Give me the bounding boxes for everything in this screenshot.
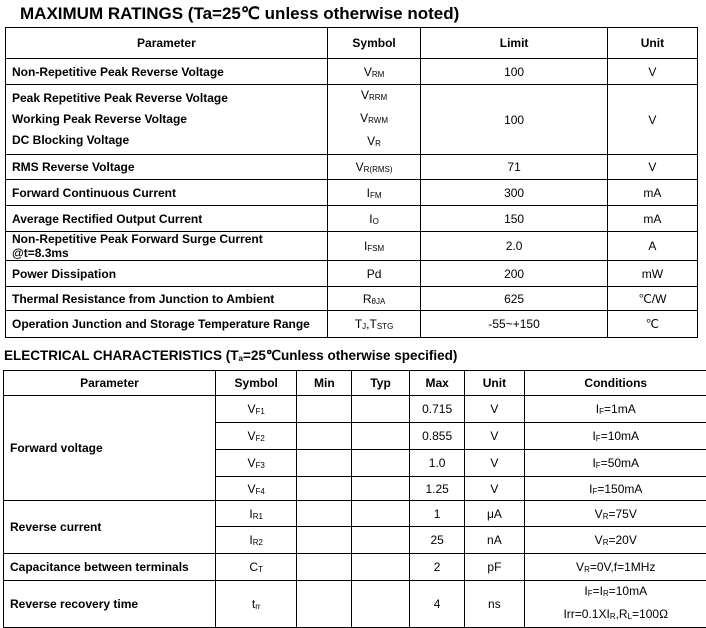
min-cell — [297, 477, 352, 501]
text-segment: V — [594, 533, 603, 547]
typ-cell — [352, 527, 410, 554]
subscript: F4 — [255, 486, 265, 496]
conditions-cell — [524, 501, 706, 527]
table-row — [4, 581, 706, 628]
limit-cell: 2.0 — [421, 232, 607, 261]
text-segment: I — [584, 584, 588, 598]
text-segment: V — [576, 560, 585, 574]
parameter-cell: Capacitance between terminals — [4, 554, 216, 581]
symbol-cell — [327, 85, 421, 155]
text-segment: V — [247, 456, 256, 470]
unit-cell: V — [607, 59, 697, 85]
text-segment: C — [249, 560, 259, 574]
typ-cell — [352, 501, 410, 527]
text-segment: T — [354, 317, 363, 331]
unit-cell: V — [465, 450, 524, 477]
symbol-cell — [327, 287, 421, 311]
text-segment: V — [355, 160, 364, 174]
unit-cell: V — [607, 155, 697, 180]
text-segment: =75V — [608, 506, 637, 521]
text-segment: ,T — [366, 317, 377, 331]
parameter-label: Non-Repetitive Peak Reverse Voltage — [12, 64, 224, 79]
text-segment: I — [249, 533, 253, 547]
header-parameter: Parameter — [4, 371, 216, 396]
min-cell — [297, 527, 352, 554]
condition-line — [531, 429, 702, 443]
min-cell — [297, 554, 352, 581]
typ-cell — [352, 581, 410, 628]
subscript: STG — [376, 322, 394, 331]
subscript: R — [602, 538, 609, 547]
table-row — [6, 155, 698, 180]
symbol-cell — [327, 206, 421, 232]
symbol-cell — [327, 180, 421, 206]
subscript: R1 — [252, 511, 263, 521]
condition-line — [531, 560, 702, 574]
subscript: F3 — [255, 461, 265, 470]
parameter-label: Peak Repetitive Peak Reverse Voltage — [12, 91, 228, 105]
table-row — [6, 232, 698, 261]
symbol-cell — [215, 423, 297, 450]
header-parameter: Parameter — [6, 28, 328, 59]
unit-cell: V — [465, 477, 524, 501]
parameter-cell: Reverse recovery time — [4, 581, 216, 628]
text-segment: V — [360, 111, 369, 125]
condition-line — [531, 402, 702, 416]
subscript: rr — [255, 602, 261, 611]
text-segment: I — [369, 211, 373, 226]
symbol-cell — [327, 232, 421, 261]
limit-cell: -55~+150 — [421, 311, 607, 338]
max-ratings-title: MAXIMUM RATINGS (Ta=25℃ unless otherwise noted) — [20, 4, 460, 23]
parameter-label: Thermal Resistance from Junction to Ambient — [12, 291, 275, 306]
header-max: Max — [409, 371, 464, 396]
subscript: FM — [369, 190, 382, 200]
parameter-cell — [6, 59, 328, 85]
limit-cell: 300 — [421, 180, 607, 206]
text-segment: V — [247, 429, 256, 443]
typ-cell — [352, 396, 410, 423]
header-row — [6, 28, 698, 59]
table-row — [6, 261, 698, 287]
parameter-label: DC Blocking Voltage — [12, 133, 130, 147]
symbol — [334, 186, 415, 200]
header-unit: Unit — [607, 28, 697, 59]
text-segment: =150mA — [597, 481, 643, 496]
table-row — [6, 287, 698, 311]
condition-line — [531, 507, 702, 521]
conditions-cell — [524, 581, 706, 628]
text-segment: I — [592, 456, 596, 470]
symbol — [334, 239, 415, 253]
max-cell: 1.25 — [409, 477, 464, 501]
electrical-characteristics-table — [3, 370, 706, 628]
text-segment: =I — [592, 584, 603, 598]
symbol-cell — [327, 59, 421, 85]
parameter-cell — [6, 85, 328, 155]
subscript: O — [372, 216, 379, 226]
parameter-label: Power Dissipation — [12, 266, 117, 281]
max-cell: 2 — [409, 554, 464, 581]
unit-cell: pF — [465, 554, 524, 581]
subscript: T — [258, 565, 263, 574]
unit-cell: A — [607, 232, 697, 261]
text-segment: V — [360, 88, 369, 102]
unit-cell: V — [465, 396, 524, 423]
text-segment: ELECTRICAL CHARACTERISTICS (T — [4, 348, 239, 363]
text-segment: I — [595, 402, 600, 416]
text-segment: I — [589, 481, 593, 496]
conditions-cell — [524, 527, 706, 554]
condition-line — [531, 581, 702, 604]
symbol-cell — [215, 450, 297, 477]
unit-cell: mW — [607, 261, 697, 287]
unit-cell: nA — [465, 527, 524, 554]
subscript: F — [599, 407, 605, 416]
unit-cell: ℃ — [607, 311, 697, 338]
symbol — [334, 108, 415, 131]
table-row — [4, 396, 706, 423]
text-segment: Irr=0.1XI — [563, 607, 610, 621]
text-segment: =0V,f=1MHz — [589, 560, 656, 574]
min-cell — [297, 581, 352, 628]
header-typ: Typ — [352, 371, 410, 396]
table-row — [6, 206, 698, 232]
max-cell: 1 — [409, 501, 464, 527]
condition-line — [531, 533, 702, 547]
parameter-cell — [6, 232, 328, 261]
limit-cell: 100 — [421, 85, 607, 155]
subscript: RWM — [368, 116, 388, 125]
subscript: a — [238, 354, 243, 363]
text-segment: I — [363, 239, 368, 253]
max-cell: 0.715 — [409, 396, 464, 423]
subscript: F — [592, 486, 598, 496]
conditions-cell — [524, 396, 706, 423]
subscript: R — [602, 589, 609, 598]
condition-line — [531, 604, 702, 627]
symbol-cell — [327, 311, 421, 338]
text-segment: =10mA — [600, 429, 640, 443]
conditions-cell — [524, 450, 706, 477]
symbol — [334, 212, 415, 226]
text-segment: t — [251, 597, 256, 611]
header-symbol: Symbol — [215, 371, 297, 396]
unit-cell: ℃/W — [607, 287, 697, 311]
subscript: F — [595, 434, 601, 443]
typ-cell — [352, 450, 410, 477]
max-cell: 1.0 — [409, 450, 464, 477]
parameter-cell — [6, 180, 328, 206]
conditions-cell — [524, 554, 706, 581]
typ-cell — [352, 477, 410, 501]
subscript: R — [609, 612, 616, 621]
subscript: R — [375, 139, 381, 148]
text-segment: =25℃unless otherwise specified) — [242, 348, 458, 363]
symbol — [334, 85, 415, 108]
symbol-cell — [215, 396, 297, 423]
max-cell: 4 — [409, 581, 464, 628]
parameter-cell: Forward voltage — [4, 396, 216, 501]
subscript: R — [602, 511, 609, 521]
text-segment: I — [249, 506, 253, 521]
table-row — [6, 180, 698, 206]
symbol — [334, 160, 415, 174]
symbol — [334, 317, 415, 331]
header-min: Min — [297, 371, 352, 396]
text-segment: =1mA — [604, 402, 636, 416]
table-row — [6, 85, 698, 155]
limit-cell: 71 — [421, 155, 607, 180]
subscript: F1 — [255, 407, 265, 416]
condition-line — [531, 482, 702, 496]
typ-cell — [352, 554, 410, 581]
subscript: RM — [371, 69, 385, 79]
parameter-label: Working Peak Reverse Voltage — [12, 112, 187, 126]
parameter-cell — [6, 311, 328, 338]
min-cell — [297, 501, 352, 527]
subscript: FSM — [367, 244, 385, 253]
header-row — [4, 371, 706, 396]
typ-cell — [352, 423, 410, 450]
table-row — [6, 59, 698, 85]
subscript: F2 — [255, 434, 265, 443]
text-segment: R — [362, 291, 372, 306]
subscript: L — [627, 612, 633, 621]
parameter-cell: Reverse current — [4, 501, 216, 554]
max-ratings-table — [5, 27, 698, 338]
unit-cell: μA — [465, 501, 524, 527]
symbol — [334, 292, 415, 306]
unit-cell: V — [465, 423, 524, 450]
subscript: F — [595, 461, 601, 470]
conditions-cell — [524, 477, 706, 501]
symbol-cell — [215, 527, 297, 554]
unit-cell: V — [607, 85, 697, 155]
min-cell — [297, 423, 352, 450]
unit-cell: mA — [607, 180, 697, 206]
symbol-cell — [327, 155, 421, 180]
parameter-label: Non-Repetitive Peak Forward Surge Current @t=8.3ms — [12, 232, 263, 260]
text-segment: =10mA — [608, 584, 648, 598]
symbol-cell — [215, 501, 297, 527]
max-cell: 25 — [409, 527, 464, 554]
parameter-label: Forward Continuous Current — [12, 185, 176, 200]
text-segment: I — [366, 185, 370, 200]
symbol — [334, 131, 415, 154]
text-segment: V — [247, 402, 256, 416]
header-limit: Limit — [421, 28, 607, 59]
header-symbol: Symbol — [327, 28, 421, 59]
text-segment: V — [363, 64, 372, 79]
text-segment: I — [592, 429, 596, 443]
symbol — [334, 267, 415, 281]
table-row — [6, 311, 698, 338]
subscript: RRM — [368, 93, 388, 102]
limit-cell: 150 — [421, 206, 607, 232]
electrical-characteristics-title — [4, 348, 457, 364]
symbol-cell — [215, 581, 297, 628]
parameter-label: Operation Junction and Storage Temperature Range — [12, 317, 310, 331]
table-row — [4, 501, 706, 527]
limit-cell: 100 — [421, 59, 607, 85]
text-segment: Pd — [366, 266, 382, 281]
max-cell: 0.855 — [409, 423, 464, 450]
text-segment: V — [247, 481, 256, 496]
unit-cell: ns — [465, 581, 524, 628]
header-unit: Unit — [465, 371, 524, 396]
text-segment: =20V — [608, 533, 637, 547]
parameter-label: RMS Reverse Voltage — [12, 160, 135, 174]
subscript: θJA — [371, 296, 386, 306]
parameter-label: Average Rectified Output Current — [12, 211, 203, 226]
symbol — [334, 65, 415, 79]
conditions-cell — [524, 423, 706, 450]
limit-cell: 200 — [421, 261, 607, 287]
text-segment: =50mA — [600, 456, 640, 470]
table-row — [4, 554, 706, 581]
subscript: F — [587, 589, 593, 598]
header-conditions: Conditions — [524, 371, 706, 396]
subscript: R — [584, 565, 590, 574]
parameter-cell — [6, 287, 328, 311]
min-cell — [297, 450, 352, 477]
limit-cell: 625 — [421, 287, 607, 311]
text-segment: ,R — [615, 607, 628, 621]
parameter-cell — [6, 155, 328, 180]
subscript: R2 — [252, 538, 263, 547]
symbol-cell — [215, 477, 297, 501]
text-segment: V — [367, 134, 376, 148]
text-segment: =100Ω — [632, 607, 669, 621]
subscript: J — [362, 322, 367, 331]
parameter-cell — [6, 261, 328, 287]
text-segment: V — [594, 506, 603, 521]
symbol-cell — [327, 261, 421, 287]
min-cell — [297, 396, 352, 423]
condition-line — [531, 456, 702, 470]
unit-cell: mA — [607, 206, 697, 232]
subscript: R(RMS) — [363, 165, 393, 174]
parameter-cell — [6, 206, 328, 232]
symbol-cell — [215, 554, 297, 581]
